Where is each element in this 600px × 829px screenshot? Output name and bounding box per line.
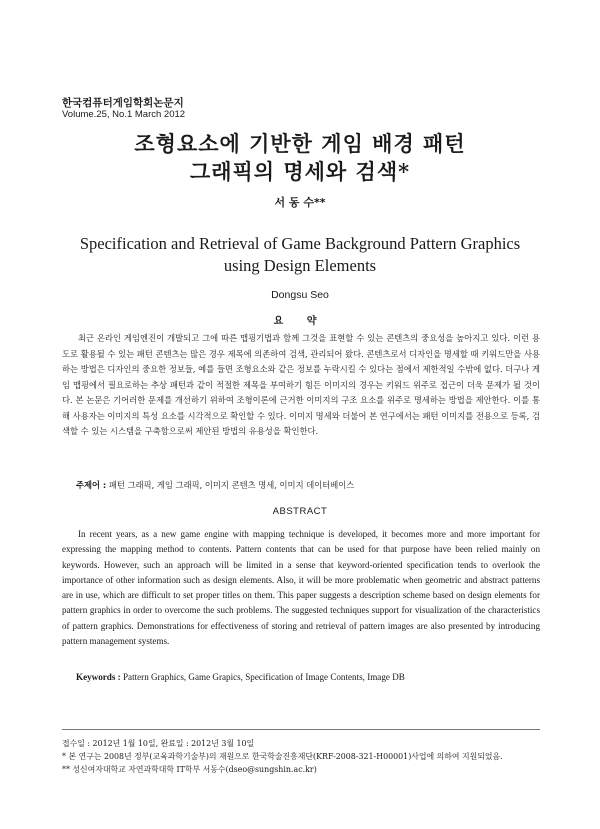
footnote-funding: * 본 연구는 2008년 정부(교육과학기술부)의 재원으로 한국학술진흥재단(KRF-2008-321-H00001)사업에 의하여 지원되었음. (62, 752, 503, 761)
footnote-dates: 접수일 : 2012년 1월 10일, 완료일 : 2012년 3월 10일 (62, 739, 255, 748)
english-title-line-1: Specification and Retrieval of Game Background Pattern Graphics (79, 234, 521, 253)
english-keywords (76, 672, 405, 682)
footnote-affiliation: ** 성신여자대학교 자연과학대학 IT학부 서동수(dseo@sungshin.ac.kr) (62, 765, 317, 774)
korean-abstract-body: 최근 온라인 게임엔진이 개발되고 그에 따른 맵핑기법과 함께 그것을 표현할 수 있는 콘텐츠의 중요성을 높아지고 있다. 이런 용도로 활용될 수 있는 패턴 콘텐츠는 많은 경우 제목에 의존하여 검색, 관리되어 왔다. 콘텐츠로서 디자인을 명세할 때 키워드만을 사용하는 방법은 디자인의 중요한 정보들, 예를 들면 조형요소와 같은 정보를 누락시킬 수 있다는 점에서 제한적일 수밖에 없다. 더구나 게임 맵핑에서 필요로하는 추상 패턴과 같이 적절한 제목을 부여하기 힘든 이미지의 경우는 키워드 위주로 접근이 더욱 문제가 될 것이다. 본 논문은 기어러한 문제를 개선하기 위하여 조형이론에 근거한 이미지의 구조 요소를 위주로 명세하는 방법을 제안한다. 이를 통해 사용자는 이미지의 특성 요소를 시각적으로 확인할 수 있다. 이미지 명세와 더불어 본 연구에서는 패턴 이미지를 전용으로 등록, 검색할 수 있는 시스템을 구축함으로써 제안된 방법의 유용성을 확인한다. (62, 333, 540, 436)
footnote-divider (62, 729, 540, 730)
english-abstract-heading: ABSTRACT (272, 506, 328, 517)
english-author: Dongsu Seo (271, 289, 329, 301)
english-keywords-text: Pattern Graphics, Game Grapics, Specification of Image Contents, Image DB (123, 672, 405, 682)
korean-title-line-2: 그래픽의 명세와 검색* (189, 159, 411, 184)
english-abstract-body: In recent years, as a new game engine with mapping technique is developed, it becomes more and more important for expressing the mapping method to contents. Pattern contents that can be used for that purpose have been relied mainly on keywords. However, such an approach will be limited in a sense that keyword-oriented specification tends to overlook the importance of other information such as design elements. Also, it will be more problematic when geometric and abstract patterns are in use, which are difficult to set proper titles on them. This paper suggests a description scheme based on design elements for pattern graphics in order to overcome the such problems. The suggested techniques support for visualization of the characteristics of pattern graphics. Demonstrations for effectiveness of storing and retrieval of pattern images are also presented by introducing pattern management systems. (62, 529, 540, 647)
english-keywords-label: Keywords : (76, 672, 121, 682)
korean-abstract-heading: 요 약 (273, 316, 327, 327)
journal-volume: Volume.25, No.1 March 2012 (62, 109, 186, 120)
korean-keywords (76, 479, 354, 491)
english-title-line-2: using Design Elements (223, 256, 377, 275)
korean-keywords-label: 주제어 : (76, 480, 107, 490)
korean-keywords-text: 패턴 그래픽, 게임 그래픽, 이미지 콘텐츠 명세, 이미지 데이터베이스 (108, 480, 355, 490)
korean-title-line-1: 조형요소에 기반한 게임 배경 패턴 (134, 131, 466, 156)
korean-author: 서 동 수** (274, 196, 326, 209)
journal-name: 한국컴퓨터게임학회논문지 (62, 97, 184, 109)
